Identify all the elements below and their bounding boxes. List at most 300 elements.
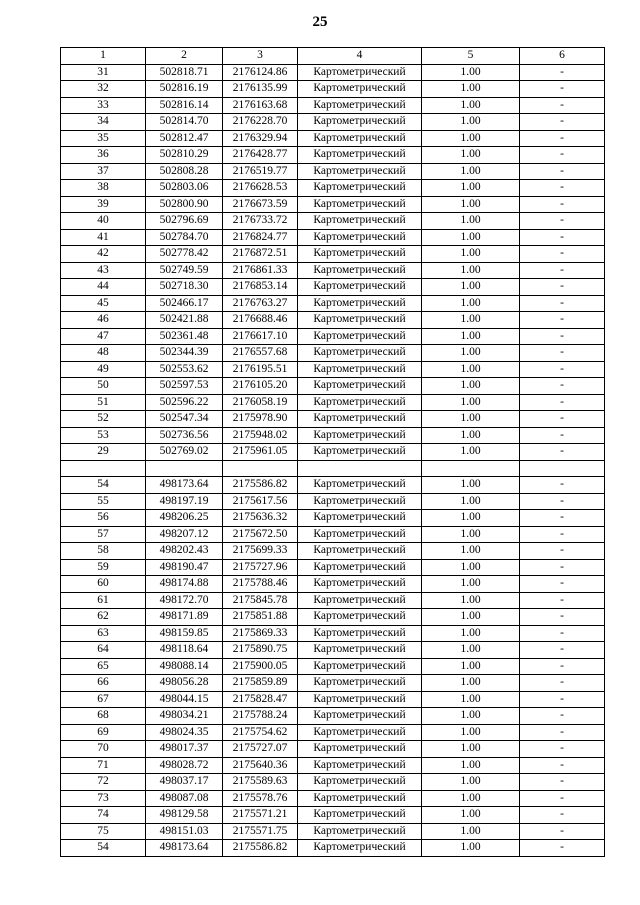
accuracy-cell: 1.00 (422, 279, 520, 296)
x-coordinate-cell: 502800.90 (146, 196, 223, 213)
point-number-cell: 64 (61, 642, 146, 659)
table-row (61, 279, 605, 296)
x-coordinate-cell: 498017.37 (146, 741, 223, 758)
method-cell: Картометрический (298, 312, 422, 329)
accuracy-cell: 1.00 (422, 345, 520, 362)
accuracy-cell: 1.00 (422, 526, 520, 543)
table-row (61, 774, 605, 791)
x-coordinate-cell: 502796.69 (146, 213, 223, 230)
note-cell: - (520, 625, 605, 642)
table-header-row (61, 48, 605, 65)
note-cell: - (520, 147, 605, 164)
table-row (61, 246, 605, 263)
accuracy-cell: 1.00 (422, 774, 520, 791)
note-cell: - (520, 526, 605, 543)
x-coordinate-cell: 498159.85 (146, 625, 223, 642)
x-coordinate-cell: 502736.56 (146, 427, 223, 444)
note-cell: - (520, 757, 605, 774)
point-number-cell: 35 (61, 130, 146, 147)
method-cell: Картометрический (298, 213, 422, 230)
note-cell: - (520, 823, 605, 840)
method-cell: Картометрический (298, 444, 422, 461)
x-coordinate-cell: 498207.12 (146, 526, 223, 543)
x-coordinate-cell: 502778.42 (146, 246, 223, 263)
x-coordinate-cell: 502421.88 (146, 312, 223, 329)
note-cell: - (520, 807, 605, 824)
note-cell: - (520, 675, 605, 692)
y-coordinate-cell: 2176853.14 (223, 279, 298, 296)
y-coordinate-cell: 2176628.53 (223, 180, 298, 197)
method-cell: Картометрический (298, 163, 422, 180)
accuracy-cell: 1.00 (422, 229, 520, 246)
y-coordinate-cell: 2176058.19 (223, 394, 298, 411)
method-cell: Картометрический (298, 427, 422, 444)
accuracy-cell: 1.00 (422, 724, 520, 741)
method-cell: Картометрический (298, 625, 422, 642)
accuracy-cell: 1.00 (422, 642, 520, 659)
note-cell: - (520, 229, 605, 246)
note-cell: - (520, 312, 605, 329)
accuracy-cell: 1.00 (422, 559, 520, 576)
note-cell: - (520, 295, 605, 312)
table-row (61, 147, 605, 164)
method-cell: Картометрический (298, 658, 422, 675)
x-coordinate-cell: 498202.43 (146, 543, 223, 560)
y-coordinate-cell: 2175869.33 (223, 625, 298, 642)
table-row (61, 345, 605, 362)
point-number-cell: 49 (61, 361, 146, 378)
accuracy-cell: 1.00 (422, 97, 520, 114)
point-number-cell: 54 (61, 840, 146, 857)
table-row (61, 691, 605, 708)
accuracy-cell: 1.00 (422, 81, 520, 98)
note-cell: - (520, 196, 605, 213)
x-coordinate-cell: 502814.70 (146, 114, 223, 131)
accuracy-cell (422, 460, 520, 477)
point-number-cell: 68 (61, 708, 146, 725)
point-number-cell: 62 (61, 609, 146, 626)
note-cell: - (520, 510, 605, 527)
method-cell: Картометрический (298, 361, 422, 378)
y-coordinate-cell: 2175727.07 (223, 741, 298, 758)
x-coordinate-cell: 502808.28 (146, 163, 223, 180)
x-coordinate-cell (146, 460, 223, 477)
method-cell: Картометрический (298, 229, 422, 246)
y-coordinate-cell: 2175636.32 (223, 510, 298, 527)
table-row (61, 526, 605, 543)
point-number-cell: 33 (61, 97, 146, 114)
x-coordinate-cell: 498174.88 (146, 576, 223, 593)
table-row (61, 642, 605, 659)
point-number-cell: 58 (61, 543, 146, 560)
accuracy-cell: 1.00 (422, 213, 520, 230)
accuracy-cell: 1.00 (422, 64, 520, 81)
point-number-cell: 39 (61, 196, 146, 213)
x-coordinate-cell: 502596.22 (146, 394, 223, 411)
note-cell: - (520, 642, 605, 659)
table-row (61, 361, 605, 378)
point-number-cell: 48 (61, 345, 146, 362)
y-coordinate-cell: 2176617.10 (223, 328, 298, 345)
point-number-cell: 40 (61, 213, 146, 230)
y-coordinate-cell: 2176163.68 (223, 97, 298, 114)
table-row (61, 444, 605, 461)
note-cell: - (520, 130, 605, 147)
method-cell: Картометрический (298, 130, 422, 147)
accuracy-cell: 1.00 (422, 840, 520, 857)
accuracy-cell: 1.00 (422, 823, 520, 840)
table-row (61, 81, 605, 98)
method-cell: Картометрический (298, 774, 422, 791)
point-number-cell: 54 (61, 477, 146, 494)
coordinates-table (60, 47, 605, 857)
x-coordinate-cell: 502784.70 (146, 229, 223, 246)
note-cell: - (520, 741, 605, 758)
method-cell: Картометрический (298, 295, 422, 312)
method-cell: Картометрический (298, 411, 422, 428)
y-coordinate-cell: 2175788.24 (223, 708, 298, 725)
y-coordinate-cell: 2175948.02 (223, 427, 298, 444)
y-coordinate-cell: 2176428.77 (223, 147, 298, 164)
y-coordinate-cell: 2176688.46 (223, 312, 298, 329)
method-cell: Картометрический (298, 246, 422, 263)
accuracy-cell: 1.00 (422, 625, 520, 642)
x-coordinate-cell: 498171.89 (146, 609, 223, 626)
x-coordinate-cell: 498034.21 (146, 708, 223, 725)
method-cell: Картометрический (298, 691, 422, 708)
accuracy-cell: 1.00 (422, 493, 520, 510)
y-coordinate-cell: 2175617.56 (223, 493, 298, 510)
point-number-cell: 66 (61, 675, 146, 692)
note-cell: - (520, 64, 605, 81)
point-number-cell: 32 (61, 81, 146, 98)
accuracy-cell: 1.00 (422, 807, 520, 824)
note-cell: - (520, 361, 605, 378)
point-number-cell: 61 (61, 592, 146, 609)
x-coordinate-cell: 498206.25 (146, 510, 223, 527)
point-number-cell: 57 (61, 526, 146, 543)
table-row (61, 625, 605, 642)
table-row (61, 708, 605, 725)
method-cell: Картометрический (298, 147, 422, 164)
y-coordinate-cell: 2176557.68 (223, 345, 298, 362)
accuracy-cell: 1.00 (422, 180, 520, 197)
point-number-cell: 41 (61, 229, 146, 246)
table-row (61, 576, 605, 593)
point-number-cell: 74 (61, 807, 146, 824)
table-row (61, 378, 605, 395)
point-number-cell (61, 460, 146, 477)
method-cell: Картометрический (298, 741, 422, 758)
column-header: 2 (146, 48, 223, 65)
accuracy-cell: 1.00 (422, 328, 520, 345)
column-header: 1 (61, 48, 146, 65)
note-cell: - (520, 477, 605, 494)
point-number-cell: 55 (61, 493, 146, 510)
note-cell: - (520, 790, 605, 807)
accuracy-cell: 1.00 (422, 691, 520, 708)
y-coordinate-cell (223, 460, 298, 477)
x-coordinate-cell: 498037.17 (146, 774, 223, 791)
accuracy-cell: 1.00 (422, 295, 520, 312)
x-coordinate-cell: 502812.47 (146, 130, 223, 147)
accuracy-cell: 1.00 (422, 246, 520, 263)
point-number-cell: 42 (61, 246, 146, 263)
y-coordinate-cell: 2176673.59 (223, 196, 298, 213)
y-coordinate-cell: 2176872.51 (223, 246, 298, 263)
table-row (61, 807, 605, 824)
method-cell: Картометрический (298, 328, 422, 345)
note-cell: - (520, 213, 605, 230)
accuracy-cell: 1.00 (422, 147, 520, 164)
x-coordinate-cell: 502818.71 (146, 64, 223, 81)
y-coordinate-cell: 2176519.77 (223, 163, 298, 180)
point-number-cell: 75 (61, 823, 146, 840)
x-coordinate-cell: 502547.34 (146, 411, 223, 428)
method-cell: Картометрический (298, 823, 422, 840)
point-number-cell: 46 (61, 312, 146, 329)
accuracy-cell: 1.00 (422, 444, 520, 461)
method-cell: Картометрический (298, 592, 422, 609)
point-number-cell: 31 (61, 64, 146, 81)
table-row (61, 213, 605, 230)
y-coordinate-cell: 2175788.46 (223, 576, 298, 593)
point-number-cell: 53 (61, 427, 146, 444)
method-cell: Картометрический (298, 559, 422, 576)
table-row (61, 229, 605, 246)
table-row (61, 559, 605, 576)
accuracy-cell: 1.00 (422, 790, 520, 807)
table-row (61, 658, 605, 675)
x-coordinate-cell: 502597.53 (146, 378, 223, 395)
note-cell: - (520, 493, 605, 510)
y-coordinate-cell: 2175978.90 (223, 411, 298, 428)
method-cell: Картометрический (298, 196, 422, 213)
note-cell: - (520, 708, 605, 725)
accuracy-cell: 1.00 (422, 312, 520, 329)
table-row (61, 510, 605, 527)
table-row (61, 394, 605, 411)
method-cell: Картометрический (298, 642, 422, 659)
x-coordinate-cell: 498044.15 (146, 691, 223, 708)
y-coordinate-cell: 2175890.75 (223, 642, 298, 659)
note-cell: - (520, 444, 605, 461)
point-number-cell: 50 (61, 378, 146, 395)
table-row (61, 295, 605, 312)
table-row (61, 196, 605, 213)
y-coordinate-cell: 2176135.99 (223, 81, 298, 98)
note-cell: - (520, 592, 605, 609)
accuracy-cell: 1.00 (422, 394, 520, 411)
point-number-cell: 38 (61, 180, 146, 197)
x-coordinate-cell: 498024.35 (146, 724, 223, 741)
y-coordinate-cell: 2175699.33 (223, 543, 298, 560)
y-coordinate-cell: 2175754.62 (223, 724, 298, 741)
x-coordinate-cell: 502553.62 (146, 361, 223, 378)
point-number-cell: 52 (61, 411, 146, 428)
x-coordinate-cell: 498173.64 (146, 840, 223, 857)
note-cell: - (520, 262, 605, 279)
x-coordinate-cell: 502816.19 (146, 81, 223, 98)
x-coordinate-cell: 498028.72 (146, 757, 223, 774)
point-number-cell: 37 (61, 163, 146, 180)
y-coordinate-cell: 2176861.33 (223, 262, 298, 279)
column-header: 6 (520, 48, 605, 65)
x-coordinate-cell: 498056.28 (146, 675, 223, 692)
accuracy-cell: 1.00 (422, 576, 520, 593)
y-coordinate-cell: 2176228.70 (223, 114, 298, 131)
y-coordinate-cell: 2176733.72 (223, 213, 298, 230)
method-cell: Картометрический (298, 807, 422, 824)
method-cell: Картометрический (298, 840, 422, 857)
point-number-cell: 44 (61, 279, 146, 296)
y-coordinate-cell: 2175589.63 (223, 774, 298, 791)
y-coordinate-cell: 2175586.82 (223, 477, 298, 494)
table-row (61, 675, 605, 692)
accuracy-cell: 1.00 (422, 592, 520, 609)
y-coordinate-cell: 2176124.86 (223, 64, 298, 81)
x-coordinate-cell: 498190.47 (146, 559, 223, 576)
accuracy-cell: 1.00 (422, 510, 520, 527)
accuracy-cell: 1.00 (422, 130, 520, 147)
note-cell: - (520, 840, 605, 857)
method-cell: Картометрический (298, 526, 422, 543)
accuracy-cell: 1.00 (422, 378, 520, 395)
x-coordinate-cell: 498173.64 (146, 477, 223, 494)
point-number-cell: 36 (61, 147, 146, 164)
accuracy-cell: 1.00 (422, 675, 520, 692)
table-row (61, 823, 605, 840)
note-cell: - (520, 180, 605, 197)
accuracy-cell: 1.00 (422, 658, 520, 675)
note-cell: - (520, 394, 605, 411)
x-coordinate-cell: 498129.58 (146, 807, 223, 824)
x-coordinate-cell: 502769.02 (146, 444, 223, 461)
point-number-cell: 59 (61, 559, 146, 576)
accuracy-cell: 1.00 (422, 411, 520, 428)
method-cell: Картометрический (298, 543, 422, 560)
accuracy-cell: 1.00 (422, 163, 520, 180)
x-coordinate-cell: 502361.48 (146, 328, 223, 345)
note-cell: - (520, 543, 605, 560)
method-cell: Картометрический (298, 262, 422, 279)
method-cell: Картометрический (298, 378, 422, 395)
method-cell: Картометрический (298, 757, 422, 774)
table-row (61, 460, 605, 477)
y-coordinate-cell: 2176195.51 (223, 361, 298, 378)
point-number-cell: 29 (61, 444, 146, 461)
note-cell: - (520, 609, 605, 626)
accuracy-cell: 1.00 (422, 543, 520, 560)
method-cell: Картометрический (298, 724, 422, 741)
x-coordinate-cell: 502816.14 (146, 97, 223, 114)
note-cell: - (520, 576, 605, 593)
x-coordinate-cell: 502803.06 (146, 180, 223, 197)
table-row (61, 411, 605, 428)
point-number-cell: 72 (61, 774, 146, 791)
point-number-cell: 71 (61, 757, 146, 774)
y-coordinate-cell: 2175961.05 (223, 444, 298, 461)
method-cell: Картометрический (298, 114, 422, 131)
table-row (61, 757, 605, 774)
accuracy-cell: 1.00 (422, 708, 520, 725)
accuracy-cell: 1.00 (422, 609, 520, 626)
note-cell: - (520, 427, 605, 444)
note-cell: - (520, 279, 605, 296)
note-cell (520, 460, 605, 477)
table-row (61, 477, 605, 494)
point-number-cell: 65 (61, 658, 146, 675)
table-row (61, 262, 605, 279)
accuracy-cell: 1.00 (422, 196, 520, 213)
note-cell: - (520, 724, 605, 741)
point-number-cell: 51 (61, 394, 146, 411)
method-cell: Картометрический (298, 81, 422, 98)
y-coordinate-cell: 2175586.82 (223, 840, 298, 857)
x-coordinate-cell: 498151.03 (146, 823, 223, 840)
note-cell: - (520, 246, 605, 263)
y-coordinate-cell: 2176105.20 (223, 378, 298, 395)
x-coordinate-cell: 502810.29 (146, 147, 223, 164)
y-coordinate-cell: 2175571.75 (223, 823, 298, 840)
y-coordinate-cell: 2175672.50 (223, 526, 298, 543)
table-row (61, 163, 605, 180)
table-row (61, 97, 605, 114)
x-coordinate-cell: 502718.30 (146, 279, 223, 296)
accuracy-cell: 1.00 (422, 757, 520, 774)
table-row (61, 493, 605, 510)
method-cell: Картометрический (298, 493, 422, 510)
table-row (61, 64, 605, 81)
method-cell: Картометрический (298, 279, 422, 296)
table-row (61, 130, 605, 147)
x-coordinate-cell: 502344.39 (146, 345, 223, 362)
y-coordinate-cell: 2175900.05 (223, 658, 298, 675)
x-coordinate-cell: 498118.64 (146, 642, 223, 659)
method-cell: Картометрический (298, 477, 422, 494)
column-header: 3 (223, 48, 298, 65)
table-row (61, 543, 605, 560)
point-number-cell: 47 (61, 328, 146, 345)
note-cell: - (520, 559, 605, 576)
method-cell: Картометрический (298, 97, 422, 114)
note-cell: - (520, 774, 605, 791)
table-row (61, 312, 605, 329)
point-number-cell: 73 (61, 790, 146, 807)
y-coordinate-cell: 2176329.94 (223, 130, 298, 147)
accuracy-cell: 1.00 (422, 361, 520, 378)
method-cell: Картометрический (298, 790, 422, 807)
y-coordinate-cell: 2175859.89 (223, 675, 298, 692)
method-cell: Картометрический (298, 675, 422, 692)
x-coordinate-cell: 498172.70 (146, 592, 223, 609)
method-cell: Картометрический (298, 345, 422, 362)
method-cell: Картометрический (298, 576, 422, 593)
point-number-cell: 45 (61, 295, 146, 312)
method-cell (298, 460, 422, 477)
accuracy-cell: 1.00 (422, 114, 520, 131)
x-coordinate-cell: 498088.14 (146, 658, 223, 675)
method-cell: Картометрический (298, 708, 422, 725)
accuracy-cell: 1.00 (422, 427, 520, 444)
method-cell: Картометрический (298, 180, 422, 197)
point-number-cell: 60 (61, 576, 146, 593)
accuracy-cell: 1.00 (422, 262, 520, 279)
column-header: 5 (422, 48, 520, 65)
table-row (61, 114, 605, 131)
point-number-cell: 63 (61, 625, 146, 642)
point-number-cell: 56 (61, 510, 146, 527)
